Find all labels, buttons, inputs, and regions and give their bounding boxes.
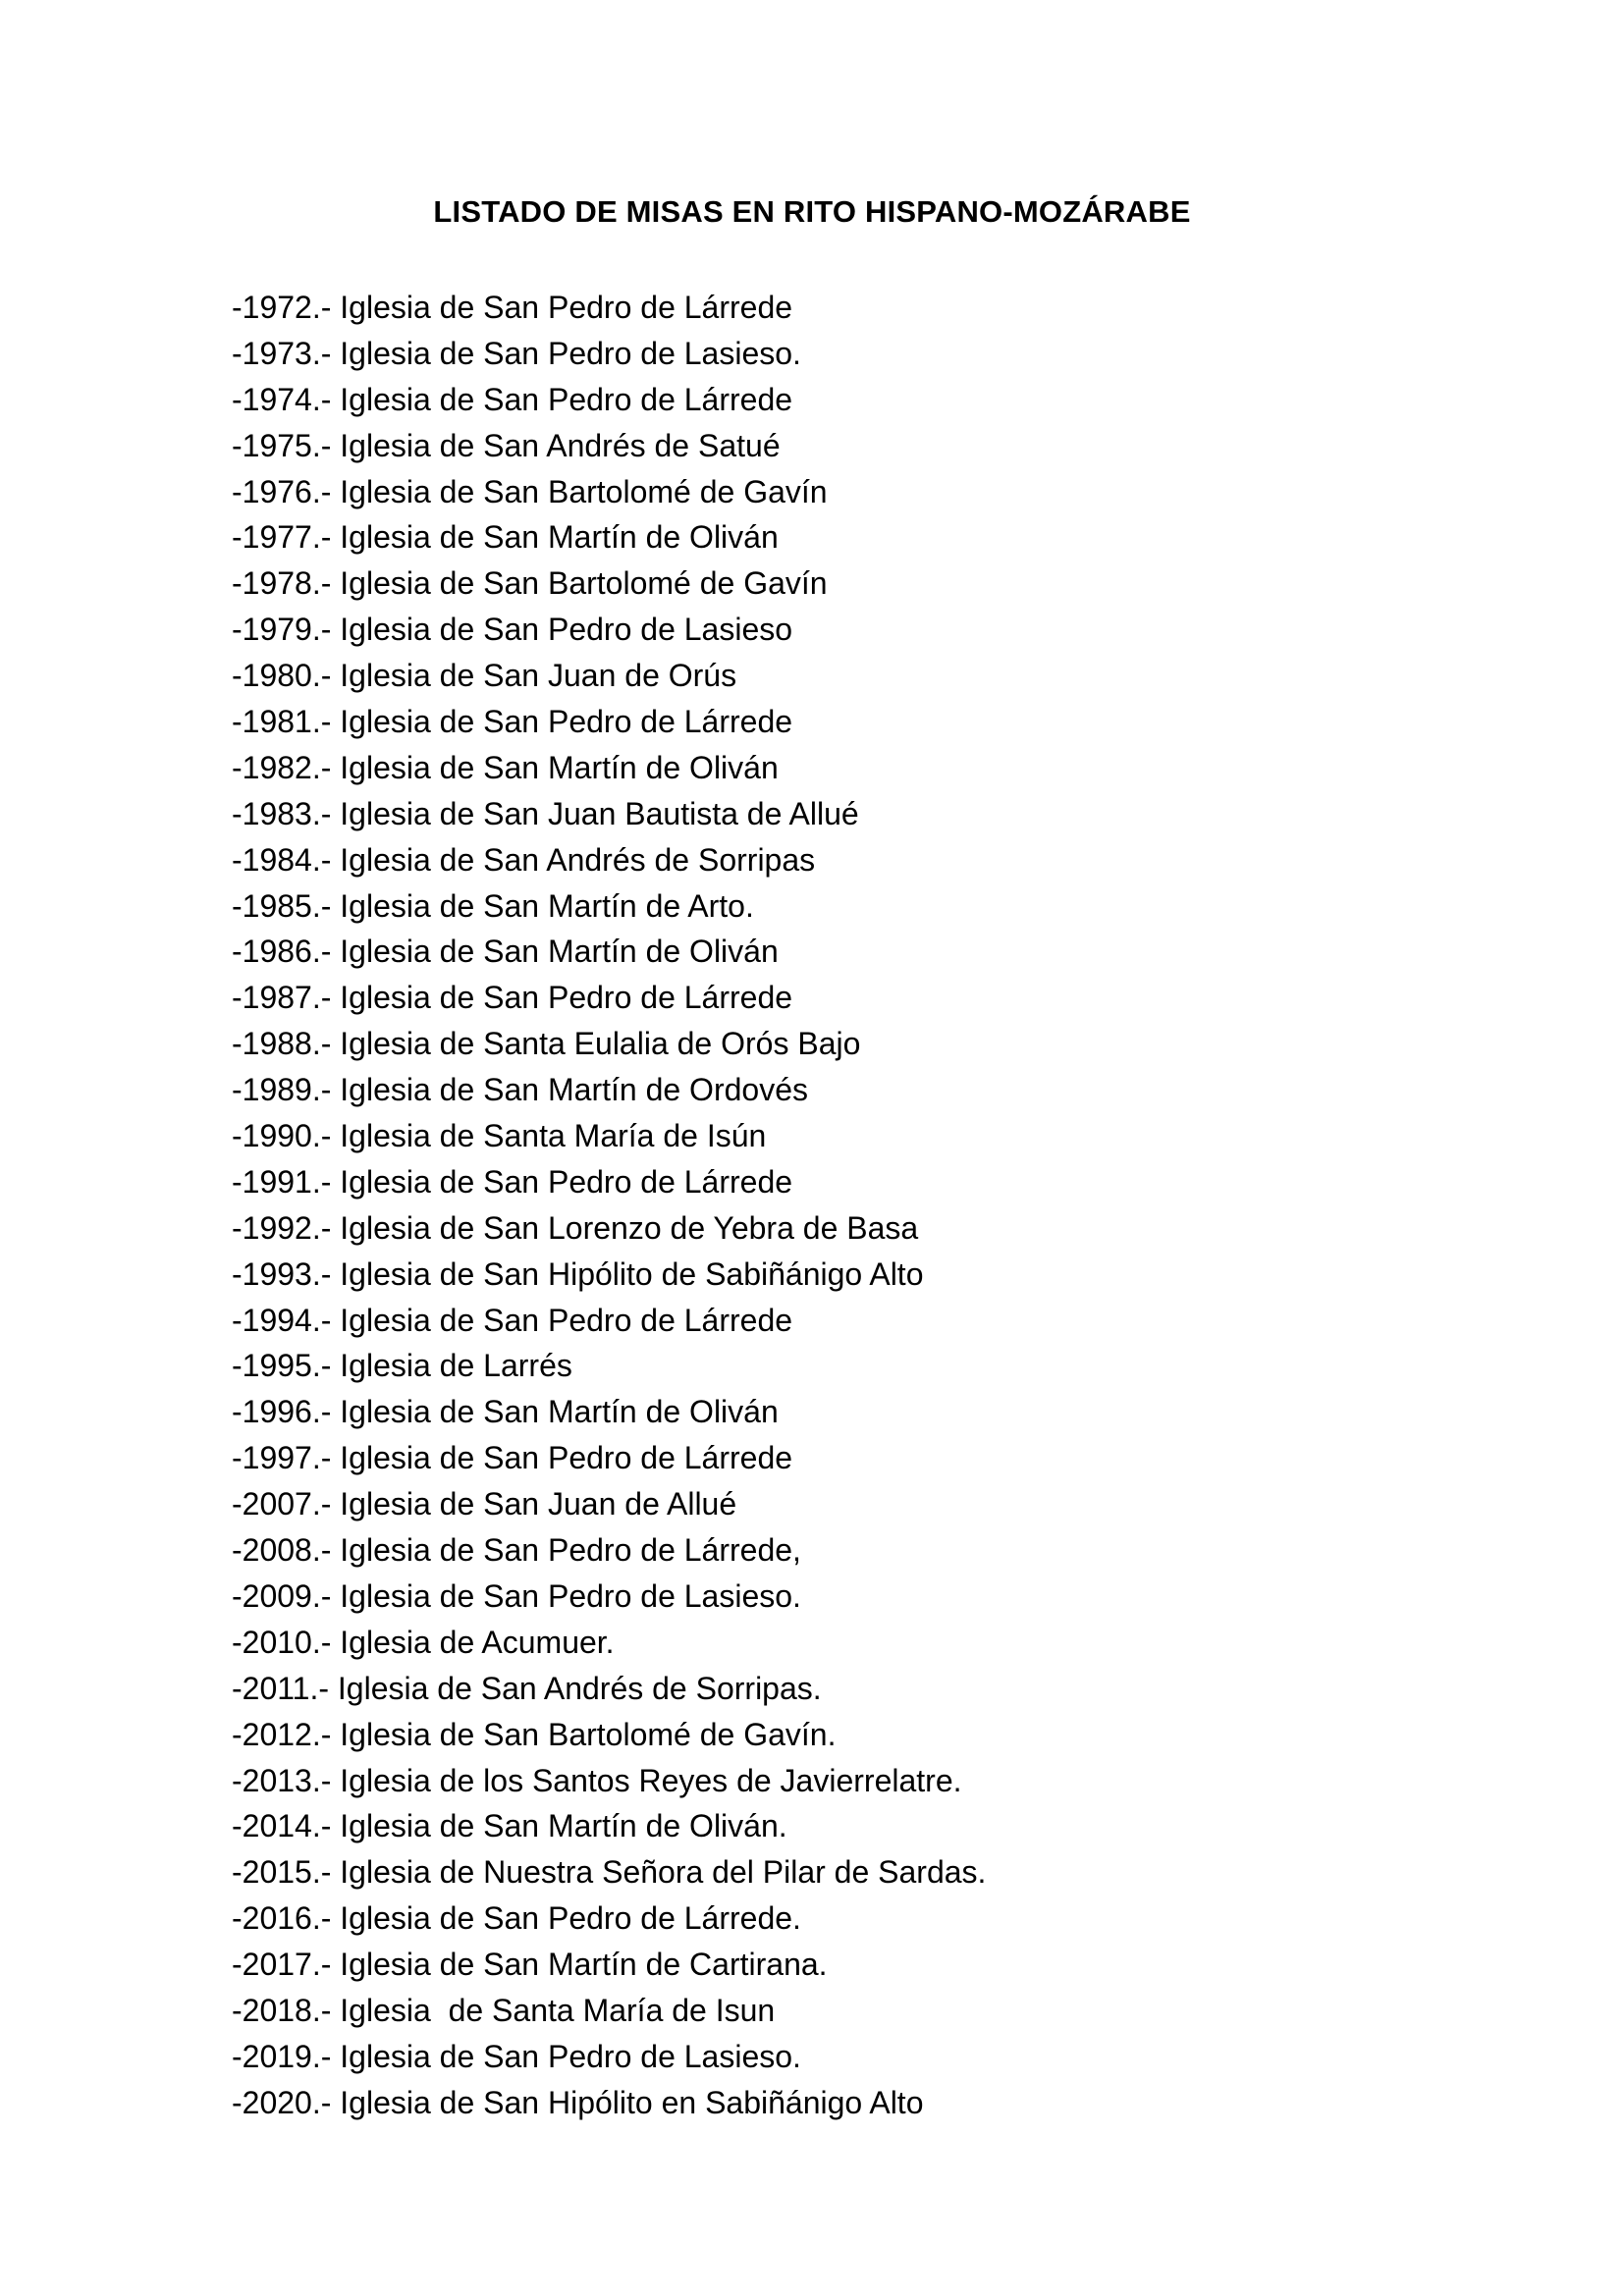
list-item: -2008.- Iglesia de San Pedro de Lárrede, — [232, 1532, 801, 1569]
list-item: -1983.- Iglesia de San Juan Bautista de Allué — [232, 795, 859, 831]
list-item: -1981.- Iglesia de San Pedro de Lárrede — [232, 704, 793, 740]
list-item: -2014.- Iglesia de San Martín de Oliván. — [232, 1808, 787, 1844]
list-item: -1990.- Iglesia de Santa María de Isún — [232, 1118, 767, 1154]
list-item: -1992.- Iglesia de San Lorenzo de Yebra de Basa — [232, 1209, 919, 1246]
list-item: -1995.- Iglesia de Larrés — [232, 1348, 572, 1384]
list-item: -2016.- Iglesia de San Pedro de Lárrede. — [232, 1900, 801, 1937]
list-item: -1972.- Iglesia de San Pedro de Lárrede — [232, 290, 793, 325]
list-item: -2009.- Iglesia de San Pedro de Lasieso. — [232, 1577, 801, 1614]
mass-list — [232, 285, 986, 2126]
list-item: -2019.- Iglesia de San Pedro de Lasieso. — [232, 2038, 801, 2074]
list-item: -1997.- Iglesia de San Pedro de Lárrede — [232, 1440, 793, 1476]
list-item: -2010.- Iglesia de Acumuer. — [232, 1624, 615, 1660]
list-item: -1986.- Iglesia de San Martín de Oliván — [232, 934, 779, 970]
list-item: -1977.- Iglesia de San Martín de Oliván — [232, 519, 779, 556]
document-title: LISTADO DE MISAS EN RITO HISPANO-MOZÁRABE — [433, 194, 1191, 229]
list-item: -1988.- Iglesia de Santa Eulalia de Orós Bajo — [232, 1026, 861, 1062]
list-item: -2007.- Iglesia de San Juan de Allué — [232, 1486, 737, 1522]
list-item: -1985.- Iglesia de San Martín de Arto. — [232, 887, 754, 924]
list-item: -1993.- Iglesia de San Hipólito de Sabiñánigo Alto — [232, 1255, 924, 1292]
list-item: -1987.- Iglesia de San Pedro de Lárrede — [232, 980, 793, 1016]
list-item: -1979.- Iglesia de San Pedro de Lasieso — [232, 612, 793, 648]
list-item: -2018.- Iglesia de Santa María de Isun — [232, 1992, 776, 2028]
list-item: -1982.- Iglesia de San Martín de Oliván — [232, 749, 779, 785]
list-item: -1984.- Iglesia de San Andrés de Sorripas — [232, 841, 816, 878]
list-item: -1976.- Iglesia de San Bartolomé de Gavín — [232, 473, 828, 509]
list-item: -2013.- Iglesia de los Santos Reyes de Javierrelatre. — [232, 1762, 962, 1798]
list-item: -2015.- Iglesia de Nuestra Señora del Pilar de Sardas. — [232, 1854, 987, 1891]
list-item: -1994.- Iglesia de San Pedro de Lárrede — [232, 1302, 793, 1338]
list-item: -2012.- Iglesia de San Bartolomé de Gavín. — [232, 1716, 837, 1752]
list-item: -1980.- Iglesia de San Juan de Orús — [232, 658, 737, 694]
list-item: -1978.- Iglesia de San Bartolomé de Gavín — [232, 565, 828, 602]
list-item: -1975.- Iglesia de San Andrés de Satué — [232, 427, 781, 463]
list-item: -2017.- Iglesia de San Martín de Cartirana. — [232, 1947, 828, 1983]
list-item: -1989.- Iglesia de San Martín de Ordovés — [232, 1072, 808, 1108]
list-item: -2011.- Iglesia de San Andrés de Sorripas. — [232, 1670, 822, 1706]
list-item: -1973.- Iglesia de San Pedro de Lasieso. — [232, 335, 801, 371]
list-item: -1996.- Iglesia de San Martín de Oliván — [232, 1394, 779, 1430]
list-item: -1991.- Iglesia de San Pedro de Lárrede — [232, 1163, 793, 1200]
list-item: -1974.- Iglesia de San Pedro de Lárrede — [232, 381, 793, 417]
list-item: -2020.- Iglesia de San Hipólito en Sabiñánigo Alto — [232, 2084, 924, 2120]
